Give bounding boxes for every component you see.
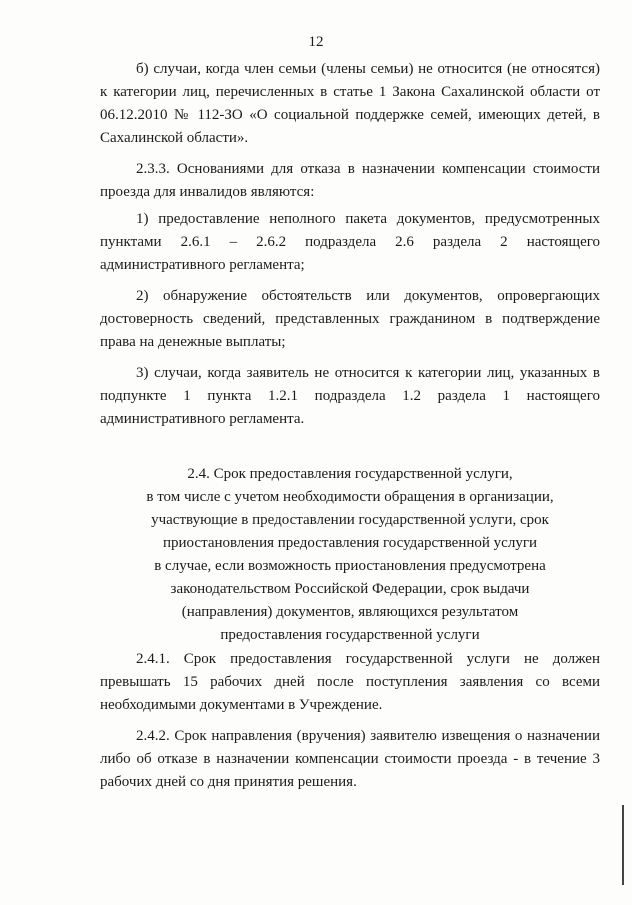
heading-line: участвующие в предоставлении государственной услуги, срок — [151, 512, 549, 528]
heading-line: предоставления государственной услуги — [220, 627, 480, 643]
paragraph-item-3: 3) случаи, когда заявитель не относится к категории лиц, указанных в подпункте 1 пункта 1.2.1 подраздела 1.2 раздела 1 настоящего административного регламента. — [100, 365, 600, 427]
paragraph-2-3-3: 2.3.3. Основаниями для отказа в назначении компенсации стоимости проезда для инвалидов являются: — [100, 161, 600, 200]
heading-line: законодательством Российской Федерации, срок выдачи — [170, 581, 530, 597]
heading-line: (направления) документов, являющихся результатом — [181, 604, 519, 620]
paragraph-2-4-1: 2.4.1. Срок предоставления государственной услуги не должен превышать 15 рабочих дней после поступления заявления со всеми необходимыми документами в Учреждение. — [100, 651, 600, 713]
heading-line: приостановления предоставления государственной услуги — [163, 535, 537, 551]
paragraph-item-1: 1) предоставление неполного пакета документов, предусмотренных пунктами 2.6.1 – 2.6.2 подраздела 2.6 раздела 2 настоящего административного регламента; — [100, 211, 600, 273]
heading-line: в случае, если возможность приостановления предусмотрена — [154, 558, 546, 574]
paragraph-item-2: 2) обнаружение обстоятельств или документов, опровергающих достоверность сведений, представленных гражданином в подтверждение права на денежные выплаты; — [100, 288, 600, 350]
heading-line: 2.4. Срок предоставления государственной услуги, — [187, 466, 513, 482]
paragraph-family-member-case: б) случаи, когда член семьи (члены семьи) не относится (не относятся) к категории лиц, перечисленных в статье 1 Закона Сахалинской области от 06.12.2010 № 112-ЗО «О социальной поддержке семей, имеющих детей, в Сахалинской области». — [100, 61, 600, 146]
paragraph-2-4-2: 2.4.2. Срок направления (вручения) заявителю извещения о назначении либо об отказе в назначении компенсации стоимости проезда - в течение 3 рабочих дней со дня принятия решения. — [100, 728, 600, 790]
section-heading-2-4 — [100, 463, 600, 647]
scan-edge-line — [622, 805, 624, 885]
page-number: 12 — [308, 34, 324, 50]
heading-line: в том числе с учетом необходимости обращения в организации, — [146, 489, 554, 505]
